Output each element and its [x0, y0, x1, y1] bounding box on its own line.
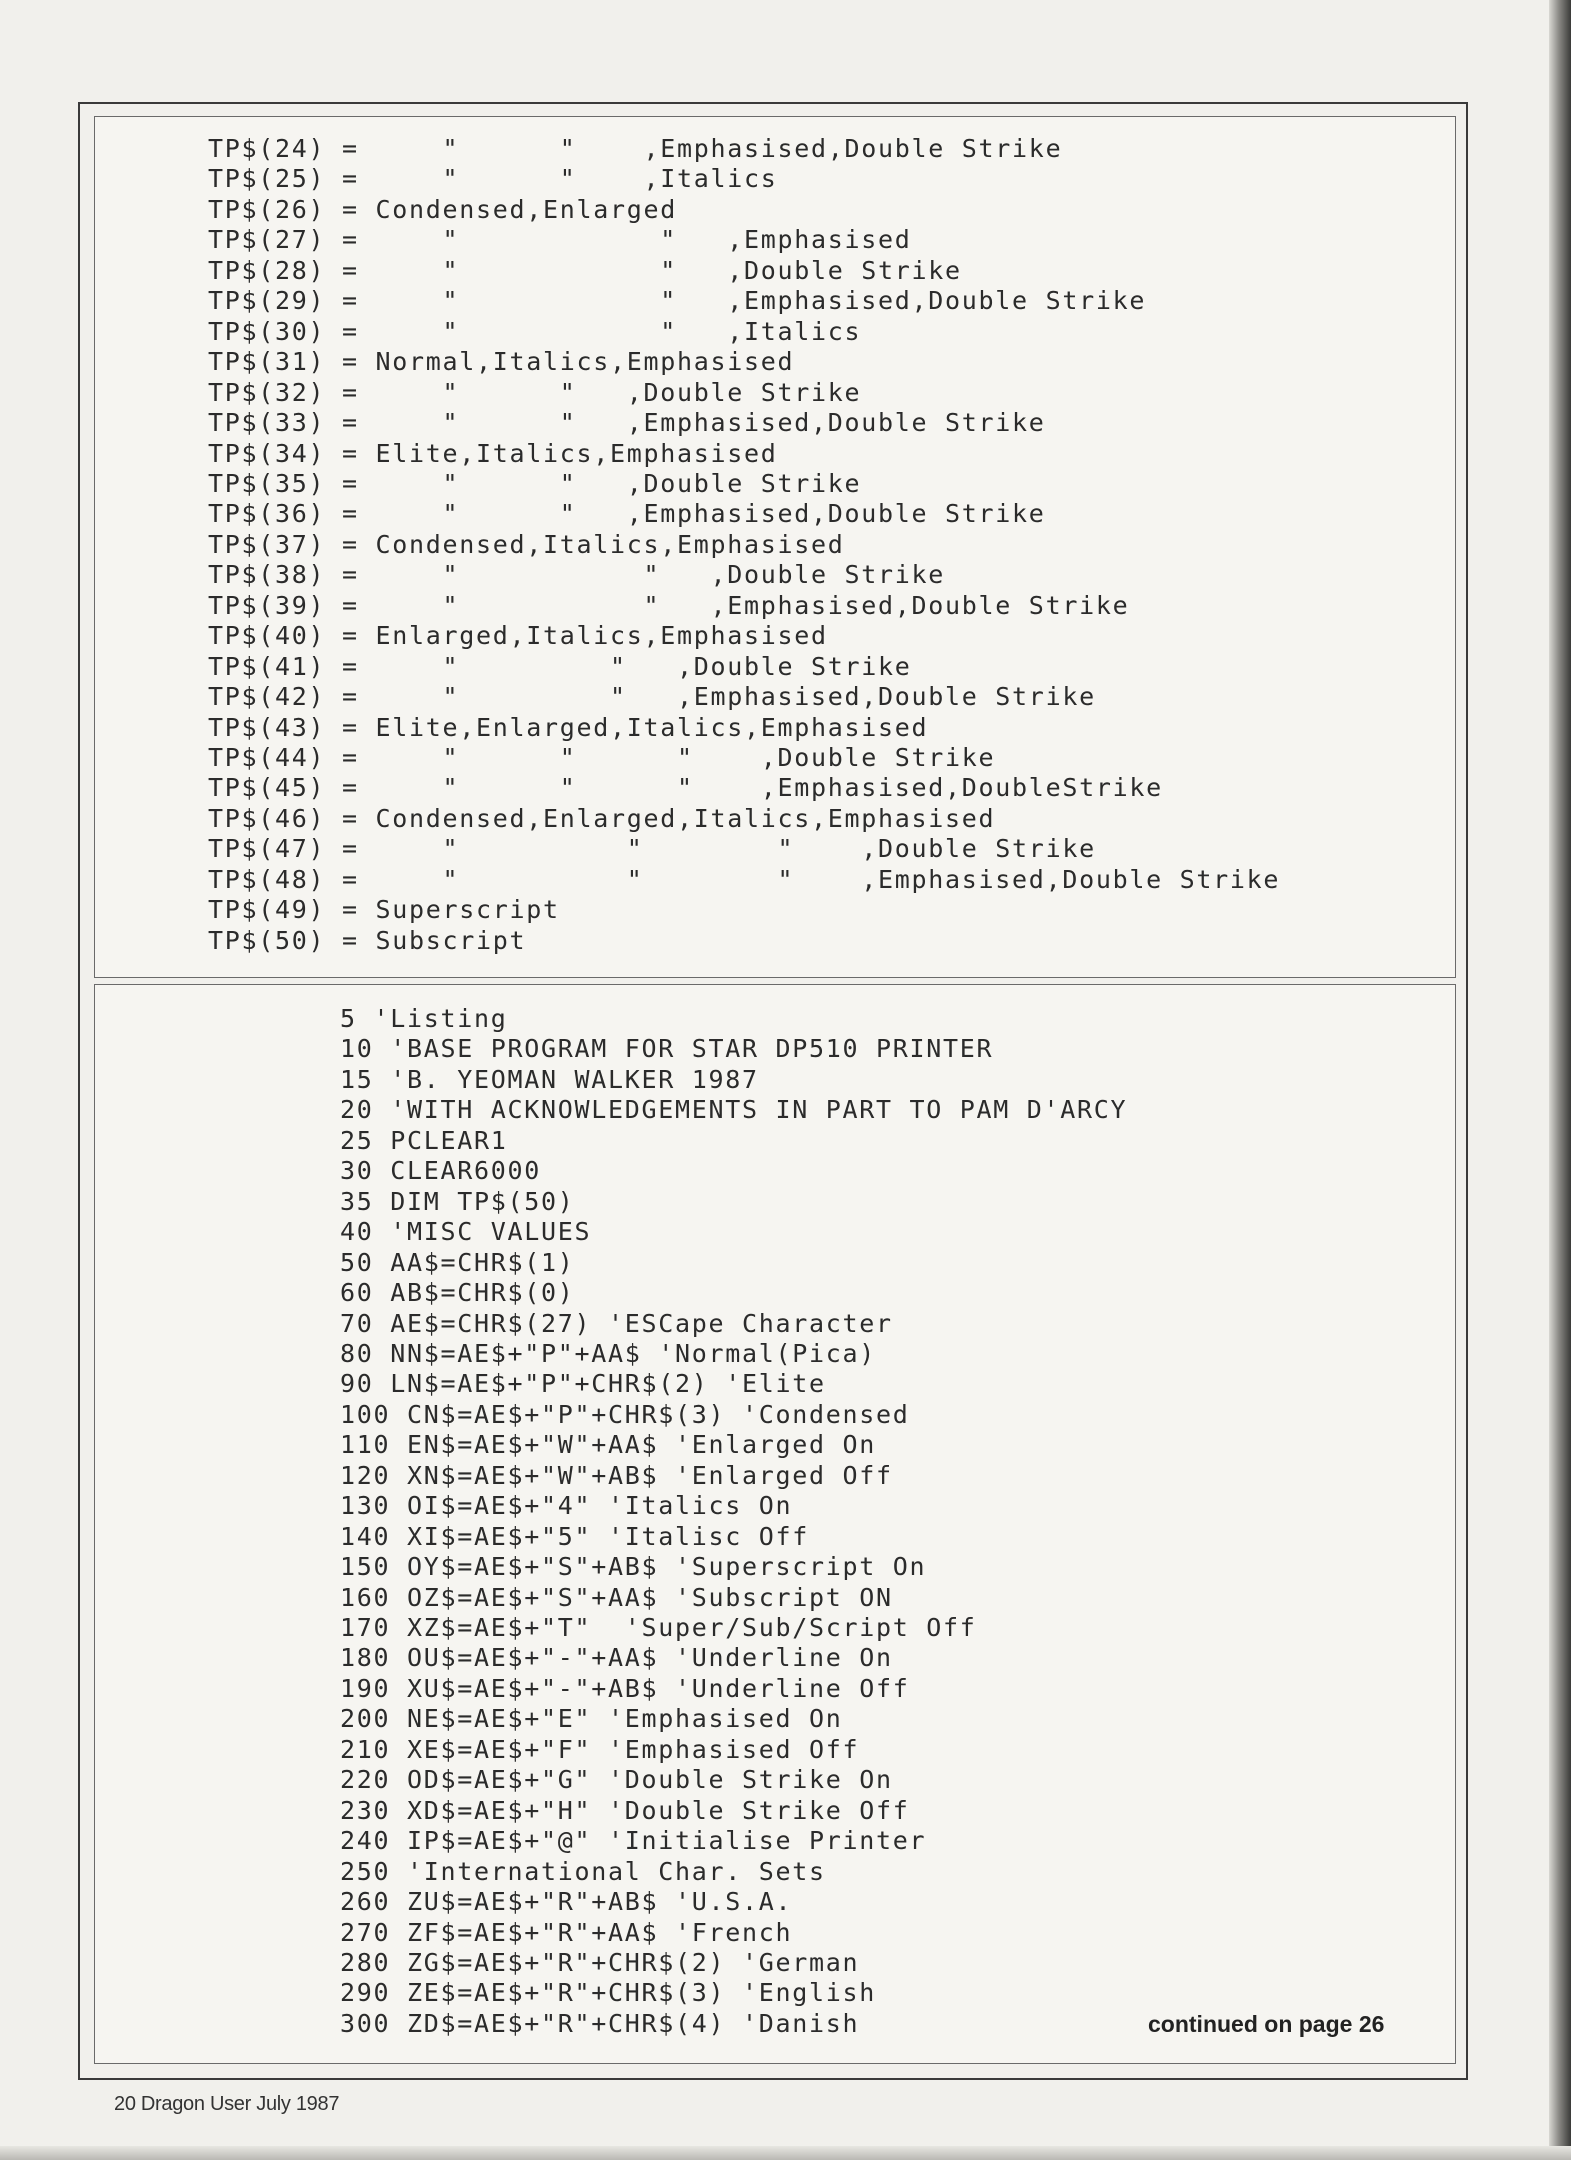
listing-line: 190 XU$=AE$+"-"+AB$ 'Underline Off [340, 1673, 910, 1703]
listing-line: 110 EN$=AE$+"W"+AA$ 'Enlarged On [340, 1430, 877, 1460]
tp-line: TP$(47) = " " " ,Double Strike [208, 834, 1096, 864]
listing-line: 40 'MISC VALUES [340, 1217, 592, 1247]
tp-line: TP$(42) = " " ,Emphasised,Double Strike [208, 682, 1096, 712]
tp-line: TP$(38) = " " ,Double Strike [208, 560, 946, 590]
listing-line: 250 'International Char. Sets [340, 1856, 826, 1886]
listing-line: 180 OU$=AE$+"-"+AA$ 'Underline On [340, 1643, 893, 1673]
listing-line: 170 XZ$=AE$+"T" 'Super/Sub/Script Off [340, 1613, 977, 1642]
tp-line: TP$(46) = Condensed,Enlarged,Italics,Emphasised [208, 803, 996, 833]
tp-line: TP$(27) = " " ,Emphasised [208, 225, 912, 255]
tp-line: TP$(50) = Subscript [208, 925, 527, 955]
listing-line: 300 ZD$=AE$+"R"+CHR$(4) 'Danish [340, 2008, 860, 2038]
tp-line: TP$(44) = " " " ,Double Strike [208, 743, 996, 772]
listing-line: 90 LN$=AE$+"P"+CHR$(2) 'Elite [340, 1369, 826, 1399]
tp-line: TP$(40) = Enlarged,Italics,Emphasised [208, 621, 828, 651]
listing-line: 160 OZ$=AE$+"S"+AA$ 'Subscript ON [340, 1582, 893, 1612]
listing-line: 60 AB$=CHR$(0) [340, 1278, 575, 1308]
page-bottom-shadow [0, 2146, 1571, 2160]
tp-line: TP$(34) = Elite,Italics,Emphasised [208, 438, 778, 468]
tp-line: TP$(39) = " " ,Emphasised,Double Strike [208, 590, 1130, 620]
listing-line: 80 NN$=AE$+"P"+AA$ 'Normal(Pica) [340, 1338, 877, 1368]
listing-line: 240 IP$=AE$+"@" 'Initialise Printer [340, 1826, 927, 1856]
tp-line: TP$(28) = " " ,Double Strike [208, 255, 962, 285]
listing-line: 70 AE$=CHR$(27) 'ESCape Character [340, 1308, 893, 1338]
listing-line: 20 'WITH ACKNOWLEDGEMENTS IN PART TO PAM D'ARCY [340, 1095, 1128, 1125]
tp-line: TP$(36) = " " ,Emphasised,Double Strike [208, 499, 1046, 529]
listing-line: 230 XD$=AE$+"H" 'Double Strike Off [340, 1795, 910, 1825]
listing-line: 260 ZU$=AE$+"R"+AB$ 'U.S.A. [340, 1887, 793, 1917]
tp-line: TP$(24) = " " ,Emphasised,Double Strike [208, 134, 1063, 163]
page-edge-shadow [1549, 0, 1571, 2160]
tp-line: TP$(48) = " " " ,Emphasised,Double Strike [208, 864, 1281, 894]
listing-line: 150 OY$=AE$+"S"+AB$ 'Superscript On [340, 1552, 927, 1582]
tp-line: TP$(35) = " " ,Double Strike [208, 468, 862, 498]
listing-line: 100 CN$=AE$+"P"+CHR$(3) 'Condensed [340, 1399, 910, 1429]
tp-line: TP$(49) = Superscript [208, 895, 560, 925]
continued-note: continued on page 26 [1148, 2011, 1385, 2037]
listing-line: 200 NE$=AE$+"E" 'Emphasised On [340, 1704, 843, 1734]
tp-line: TP$(29) = " " ,Emphasised,Double Strike [208, 286, 1147, 316]
listing-line: 15 'B. YEOMAN WALKER 1987 [340, 1064, 759, 1094]
listing-line: 290 ZE$=AE$+"R"+CHR$(3) 'English [340, 1978, 877, 2008]
tp-line: TP$(31) = Normal,Italics,Emphasised [208, 347, 795, 377]
listing-line: 120 XN$=AE$+"W"+AB$ 'Enlarged Off [340, 1460, 893, 1490]
tp-line: TP$(41) = " " ,Double Strike [208, 651, 912, 681]
tp-line: TP$(30) = " " ,Italics [208, 316, 862, 346]
tp-line: TP$(32) = " " ,Double Strike [208, 377, 862, 407]
listing-line: 210 XE$=AE$+"F" 'Emphasised Off [340, 1734, 860, 1764]
listing-line: 25 PCLEAR1 [340, 1125, 508, 1155]
tp-line: TP$(45) = " " " ,Emphasised,DoubleStrike [208, 773, 1163, 803]
listing-line: 50 AA$=CHR$(1) [340, 1247, 575, 1277]
tp-line: TP$(33) = " " ,Emphasised,Double Strike [208, 408, 1046, 438]
page-footer: 20 Dragon User July 1987 [114, 2093, 340, 2115]
listing-line: 130 OI$=AE$+"4" 'Italics On [340, 1491, 793, 1521]
listing-line: 270 ZF$=AE$+"R"+AA$ 'French [340, 1917, 793, 1947]
listing-line: 35 DIM TP$(50) [340, 1186, 575, 1216]
tp-line: TP$(25) = " " ,Italics [208, 164, 778, 194]
tp-line: TP$(26) = Condensed,Enlarged [208, 194, 678, 224]
tp-line: TP$(37) = Condensed,Italics,Emphasised [208, 529, 845, 559]
tp-line: TP$(43) = Elite,Enlarged,Italics,Emphasised [208, 712, 929, 742]
listing-line: 30 CLEAR6000 [340, 1156, 542, 1186]
listing-line: 10 'BASE PROGRAM FOR STAR DP510 PRINTER [340, 1034, 994, 1064]
listing-line: 140 XI$=AE$+"5" 'Italisc Off [340, 1521, 810, 1551]
listing-line: 220 OD$=AE$+"G" 'Double Strike On [340, 1765, 893, 1795]
listing-line: 5 'Listing [340, 1004, 508, 1033]
listing-line: 280 ZG$=AE$+"R"+CHR$(2) 'German [340, 1947, 860, 1977]
